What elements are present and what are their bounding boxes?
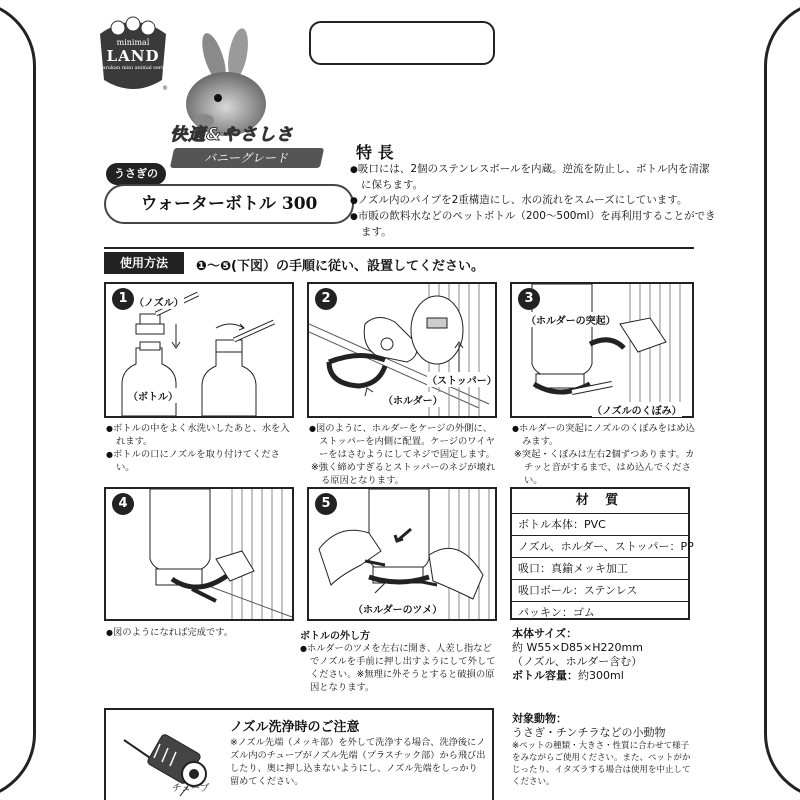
size-label: 本体サイズ： <box>512 627 578 640</box>
step-4-notes <box>106 626 296 639</box>
target-label: 対象動物： <box>512 712 567 725</box>
card-right-edge <box>764 0 800 800</box>
logo-tiny: marukan mini animal series <box>97 65 169 71</box>
label-stopper: （ストッパー） <box>427 372 495 387</box>
removal-heading: ボトルの外し方 <box>300 631 370 642</box>
step-5-illustration <box>309 489 495 619</box>
tube-label: チューブ <box>172 783 210 794</box>
bottle-removal <box>300 627 500 694</box>
step-1-notes <box>106 422 296 474</box>
materials-table <box>510 487 694 620</box>
logo-text <box>96 38 170 71</box>
step-4-illustration <box>106 489 292 619</box>
usage-instruction: ❶～❺(下図）の手順に従い、設置してください。 <box>196 259 484 274</box>
removal-notes <box>300 642 500 694</box>
step-1-panel <box>104 282 294 418</box>
nozzle-caution-text: ※ノズル先端（メッキ部）を外して洗浄する場合、洗浄後にノズル内のチューブがノズル先端（プラスチック部）から飛び出したり、奥に押し込まないようにし、ノズル先端をしっかり留めてください。 <box>230 737 486 787</box>
feature-item: ● ノズル内のパイプを2重構造にし、水の流れをスムーズにしています。 <box>350 193 720 209</box>
label-holder-claw: （ホルダーのツメ） <box>353 601 442 616</box>
feature-item: ● 市販の飲料水などのペットボトル（200～500ml）を再利用することができます。 <box>350 209 720 240</box>
step-number: 4 <box>112 493 134 515</box>
capacity-label: ボトル容量： <box>512 669 578 682</box>
label-nozzle-recess: （ノズルのくぼみ） <box>592 402 682 417</box>
hanger-hole <box>309 21 495 65</box>
target-note: ※ペットの種類・大きさ・性質に合わせて様子をみながらご使用ください。また、ペットがかじったり、イタズラする場合は使用を中止してください。 <box>512 741 691 787</box>
step-note: ● ボトルの中をよく水洗いしたあと、水を入れます。 <box>106 422 296 448</box>
label-nozzle: （ノズル） <box>134 294 184 309</box>
card-left-edge <box>0 0 36 800</box>
step-number: 2 <box>315 288 337 310</box>
registered-mark: ® <box>162 85 168 92</box>
nozzle-caution-box <box>104 708 494 800</box>
size-value: 約 W55×D85×H220mm <box>512 641 643 654</box>
features-list <box>350 162 720 240</box>
tagline: 快適&やさしさ <box>170 125 294 145</box>
step-4-panel <box>104 487 294 621</box>
material-row: パッキン：ゴム <box>512 601 688 623</box>
step-2-panel <box>307 282 497 418</box>
step-number: 5 <box>315 493 337 515</box>
target-animals <box>512 712 694 788</box>
step-2-notes <box>309 422 499 487</box>
spec-block <box>512 627 643 683</box>
step-note: ● ホルダーの突起にノズルのくぼみをはめ込みます。 <box>512 422 700 448</box>
feature-item: ● 吸口には、2個のステンレスボールを内蔵。逆流を防止し、ボトル内を清潔に保ちます。 <box>350 162 720 193</box>
material-row: 吸口：真鍮メッキ加工 <box>512 557 688 579</box>
usage-tag: 使用方法 <box>104 252 184 274</box>
step-3-panel <box>510 282 694 418</box>
material-row: 吸口ボール：ステンレス <box>512 579 688 601</box>
label-bottle: （ボトル） <box>128 388 178 403</box>
step-number: 1 <box>112 288 134 310</box>
label-holder: （ホルダー） <box>383 392 443 407</box>
section-divider <box>104 247 694 249</box>
step-3-notes <box>512 422 700 487</box>
step-3-illustration <box>512 284 692 416</box>
for-rabbit-badge: うさぎの <box>106 163 166 185</box>
logo-small: minimal <box>116 38 150 47</box>
step-note: ● 図のように、ホルダーをケージの外側に、ストッパーを内側に配置。ケージのワイヤーをはさむようにしてネジで固定します。 <box>309 422 499 461</box>
target-value: うさぎ・チンチラなどの小動物 <box>512 726 666 739</box>
nozzle-illustration <box>116 722 226 800</box>
logo-big: LAND <box>106 47 160 65</box>
features-title: 特 長 <box>356 143 394 162</box>
material-row: ノズル、ホルダー、ストッパー：PP <box>512 535 688 557</box>
capacity-value: 約300ml <box>578 669 624 682</box>
step-note: ● ボトルの口にノズルを取り付けてください。 <box>106 448 296 474</box>
nozzle-caution-title: ノズル洗浄時のご注意 <box>230 720 360 735</box>
materials-title: 材 質 <box>575 493 625 508</box>
step-5-panel <box>307 487 497 621</box>
grade-badge: バニーグレード <box>170 148 324 168</box>
removal-text: ● ホルダーのツメを左右に開き、人差し指などでノズルを手前に押し出すようにして外してください。※無理に外そうとすると破損の原因となります。 <box>300 642 500 694</box>
product-name: ウォーターボトル 300 <box>104 184 354 224</box>
step-note: ※強く締めすぎるとストッパーのネジが壊れる原因となります。 <box>311 462 496 486</box>
size-note: （ノズル、ホルダー含む） <box>512 655 643 668</box>
step-number: 3 <box>518 288 540 310</box>
step-note: ● 図のようになれば完成です。 <box>106 626 296 639</box>
label-holder-protrusion: （ホルダーの突起） <box>526 312 616 327</box>
step-note: ※突起・くぼみは左右2個ずつあります。カチッと音がするまで、はめ込んでください。 <box>514 449 695 486</box>
material-row: ボトル本体：PVC <box>512 513 688 535</box>
